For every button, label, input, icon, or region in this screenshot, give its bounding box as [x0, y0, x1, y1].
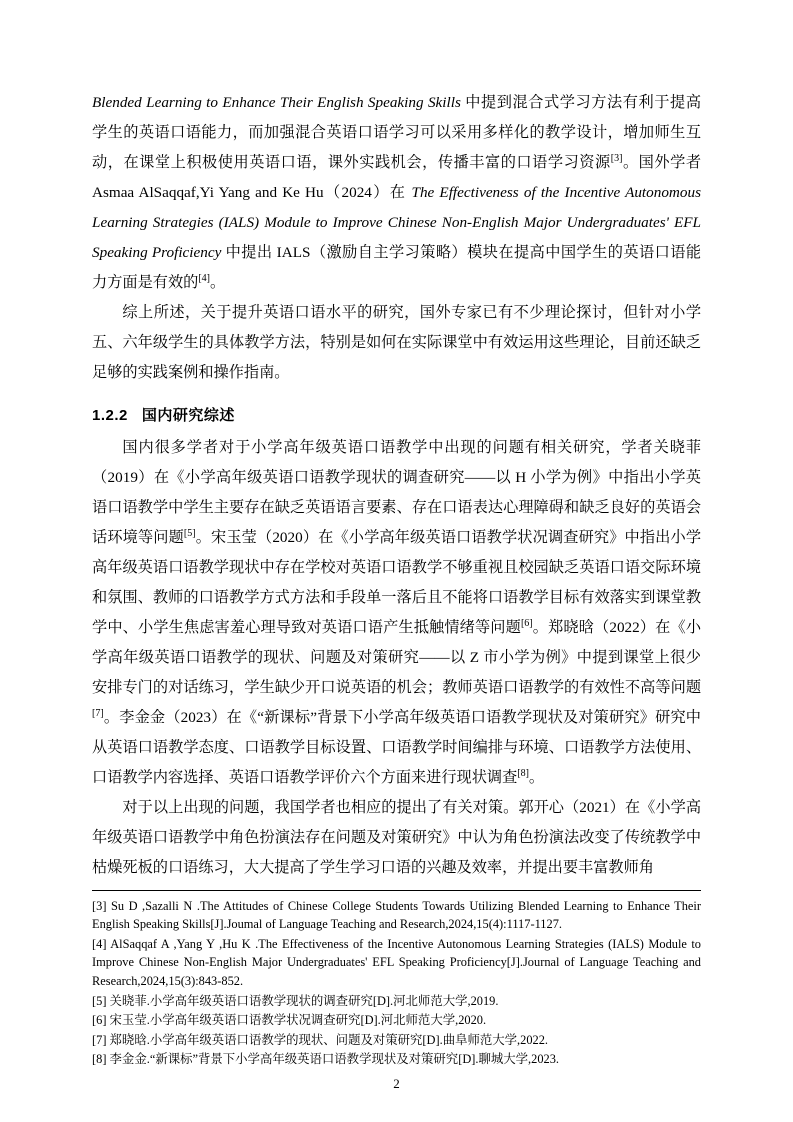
footnote-item: [6] 宋玉莹.小学高年级英语口语教学状况调查研究[D].河北师范大学,2020.: [92, 1013, 487, 1028]
text-run: 综上所述，关于提升英语口语水平的研究，国外专家已有不少理论探讨，但针对小学五、六年级学生的具体教学方法，特别是如何在实际课堂中有效运用这些理论，目前还缺乏足够的实践案例和操作指南。: [92, 304, 701, 381]
footnote-list: [92, 897, 701, 1069]
citation-marker: [5]: [183, 527, 196, 539]
text-run: 对于以上出现的问题，我国学者也相应的提出了有关对策。郭开心（2021）在《小学高年级英语口语教学中角色扮演法存在问题及对策研究》中认为角色扮演法改变了传统教学中枯燥死板的口语练习，大大提高了学生学习口语的兴趣及效率，并提出要丰富教师角: [92, 799, 701, 876]
citation-marker: [4]: [198, 272, 210, 284]
footnote-separator: [92, 890, 701, 891]
heading-title: 国内研究综述: [141, 407, 235, 424]
paragraph-countermeasures: [92, 793, 701, 883]
citation-marker: [7]: [92, 707, 104, 719]
italic-title-run: Blended Learning to Enhance Their English Speaking Skills: [92, 94, 461, 111]
footnote-item: [5] 关晓菲.小学高年级英语口语教学现状的调查研究[D].河北师范大学,2019.: [92, 993, 499, 1008]
citation-marker: [8]: [517, 767, 529, 779]
text-run: 。: [528, 769, 545, 786]
paragraph-intro: [92, 88, 701, 298]
footnote-item: [8] 李金金.“新课标”背景下小学高年级英语口语教学现状及对策研究[D].聊城大学,2023.: [92, 1052, 560, 1067]
page-content: [92, 88, 701, 883]
text-run: 。郑晓晗（2022）在《小学高年级英语口语教学的现状、问题及对策研究——以 Z 市小学为例》中提到课堂上很少安排专门的对话练习，学生缺少开口说英语的机会；教师英语口语教学的有效性不高等问题: [92, 619, 702, 696]
footnote-item: [4] AlSaqqaf A ,Yang Y ,Hu K .The Effectiveness of the Incentive Autonomous Learning Strategies (IALS) Module to Improve Chinese Non-English Major Undergraduates' EFL Speaking Proficiency[J].Journal of Language Teaching and Research,2024,15(3):843-852.: [92, 936, 701, 989]
paragraph-summary: [92, 298, 701, 388]
paragraph-domestic-research: [92, 433, 701, 793]
citation-marker: [3]: [610, 152, 623, 164]
footnote-item: [7] 郑晓晗.小学高年级英语口语教学的现状、问题及对策研究[D].曲阜师范大学,2022.: [92, 1032, 549, 1047]
citation-marker: [6]: [520, 617, 533, 629]
text-run: 国内很多学者对于小学高年级英语口语教学中出现的问题有相关研究，学者关晓菲（2019）在《小学高年级英语口语教学现状的调查研究——以 H 小学为例》中指出小学英语口语教学中学生主要存在缺乏英语语言要素、存在口语表达心理障碍和缺乏良好的英语会话环境等问题: [92, 439, 701, 546]
footnote-area: [92, 880, 701, 1070]
italic-title-run: The Effectiveness of the Incentive Autonomous Learning Strategies (IALS) Module to Improve Chinese Non-English Major Undergraduates' EFL Speaking Proficiency: [92, 184, 702, 261]
text-run: 。国外学者 Asmaa AlSaqqaf,Yi Yang and Ke Hu（2024）在: [92, 154, 702, 201]
text-run: 。: [209, 274, 226, 291]
section-heading: [92, 404, 701, 425]
footnote-item: [3] Su D ,Sazalli N .The Attitudes of Chinese College Students Towards Utilizing Blended Learning to Enhance Their English Speaking Skills[J].Joumal of Language Teaching and Research,2024,15(4):1117-1127.: [92, 898, 701, 932]
text-run: 中提出 IALS（激励自主学习策略）模块在提高中国学生的英语口语能力方面是有效的: [92, 244, 702, 291]
text-run: 。宋玉莹（2020）在《小学高年级英语口语教学状况调查研究》中指出小学高年级英语口语教学现状中存在学校对英语口语教学不够重视且校园缺乏英语口语交际环境和氛围、教师的口语教学方式方法和手段单一落后且不能将口语教学目标有效落实到课堂教学中、小学生焦虑害羞心理导致对英语口语产生抵触情绪等问题: [92, 529, 702, 636]
heading-number: 1.2.2: [92, 407, 128, 424]
text-run: 。李金金（2023）在《“新课标”背景下小学高年级英语口语教学现状及对策研究》研究中从英语口语教学态度、口语教学目标设置、口语教学时间编排与环境、口语教学方法使用、口语教学内容选择、英语口语教学评价六个方面来进行现状调查: [92, 709, 701, 786]
text-run: 中提到混合式学习方法有利于提高学生的英语口语能力，而加强混合英语口语学习可以采用多样化的教学设计，增加师生互动，在课堂上积极使用英语口语，课外实践机会，传播丰富的口语学习资源: [92, 94, 702, 171]
page-number: 2: [393, 1076, 400, 1091]
